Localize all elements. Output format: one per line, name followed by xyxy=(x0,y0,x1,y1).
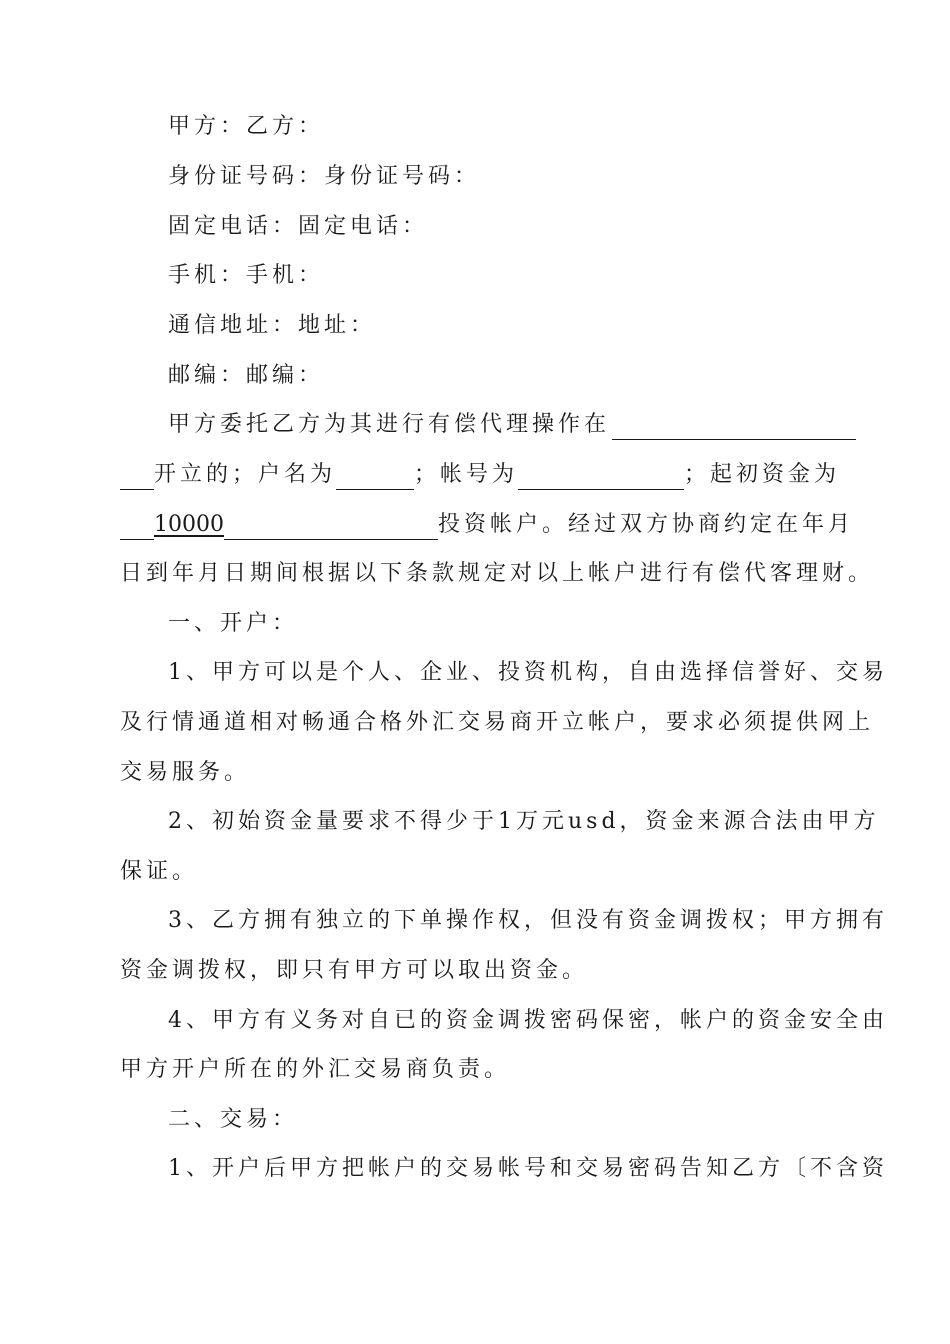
address-line: 通信地址：地址： xyxy=(168,313,377,338)
intro-line-1 xyxy=(168,410,832,440)
intro-text-1: 甲方委托乙方为其进行有偿代理操作在 xyxy=(168,412,611,437)
intro-text-2a: 开立的；户名为 xyxy=(154,462,337,487)
clause-1-3-line-2: 资金调拨权，即只有甲方可以取出资金。 xyxy=(120,958,589,983)
initial-capital-value: 10000 xyxy=(154,512,224,537)
intro-text-3: 投资帐户。经过双方协商约定在年月 xyxy=(438,512,855,537)
blank-lead-1 xyxy=(120,463,154,490)
section-heading-trading: 二、交易： xyxy=(168,1107,299,1132)
intro-text-2b: ；帐号为 xyxy=(414,462,519,487)
intro-line-4: 日到年月日期间根据以下条款规定对以上帐户进行有偿代客理财。 xyxy=(120,561,875,586)
clause-1-2-line-1: 2、初始资金量要求不得少于1万元usd，资金来源合法由甲方 xyxy=(168,809,880,834)
intro-line-2 xyxy=(120,460,841,490)
party-line: 甲方：乙方： xyxy=(168,114,325,139)
clause-1-4-line-1: 4、甲方有义务对自已的资金调拨密码保密，帐户的资金安全由 xyxy=(168,1008,888,1033)
id-number-line: 身份证号码：身份证号码： xyxy=(168,164,481,189)
clause-1-4-line-2: 甲方开户所在的外汇交易商负责。 xyxy=(120,1057,511,1082)
intro-line-3 xyxy=(120,510,855,540)
clause-2-1-line-1: 1、开户后甲方把帐户的交易帐号和交易密码告知乙方〔不含资 xyxy=(168,1156,888,1181)
clause-1-2-line-2: 保证。 xyxy=(120,859,199,884)
blank-capital-tail xyxy=(224,513,438,540)
mobile-line: 手机：手机： xyxy=(168,263,325,288)
clause-1-1-line-3: 交易服务。 xyxy=(120,760,251,785)
clause-1-1-line-1: 1、甲方可以是个人、企业、投资机构，自由选择信誉好、交易 xyxy=(168,660,888,685)
intro-text-2c: ；起初资金为 xyxy=(684,462,841,487)
section-heading-account: 一、开户： xyxy=(168,611,299,636)
landline-line: 固定电话：固定电话： xyxy=(168,214,429,239)
blank-account-number xyxy=(518,463,684,490)
blank-institution xyxy=(612,413,856,440)
clause-1-3-line-1: 3、乙方拥有独立的下单操作权，但没有资金调拨权；甲方拥有 xyxy=(168,908,888,933)
blank-lead-2 xyxy=(120,513,154,540)
clause-1-1-line-2: 及行情通道相对畅通合格外汇交易商开立帐户，要求必须提供网上 xyxy=(120,710,875,735)
blank-account-name xyxy=(336,463,414,490)
postcode-line: 邮编：邮编： xyxy=(168,363,325,388)
